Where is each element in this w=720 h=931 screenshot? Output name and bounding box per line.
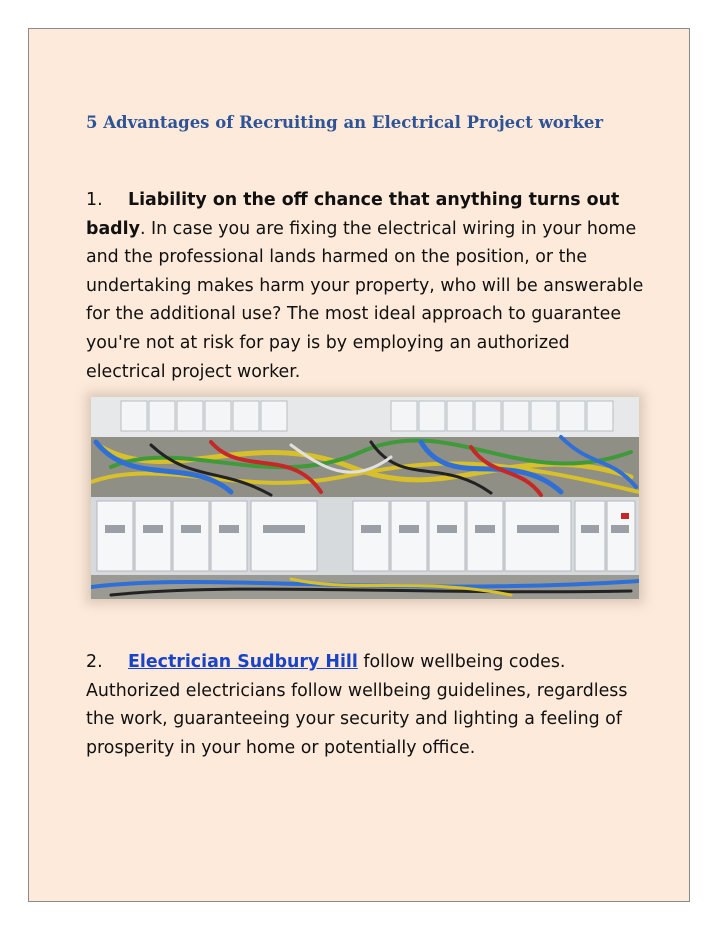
electrical-panel-photo [91,397,639,599]
point-1-number: 1. [86,190,103,210]
point-1-body: . In case you are fixing the electrical wiring in your home and the professional lands harmed on the position, or the undertaking makes harm your property, who will be answerable for the additional use? The most ideal approach to guarantee you're not at risk for pay is by employing an authorized electrical project worker. [86,218,644,382]
electrical-panel-illustration [91,397,639,599]
point-2-body: follow wellbeing codes. Authorized electricians follow wellbeing guidelines, regardless the work, guaranteeing your security and lighting a feeling of prosperity in your home or potentially office. [86,652,628,758]
electrician-sudbury-hill-link[interactable]: Electrician Sudbury Hill [128,652,358,672]
point-2-number: 2. [86,652,103,672]
point-1-paragraph [86,186,646,386]
document-title: 5 Advantages of Recruiting an Electrical Project worker [86,113,604,132]
document-page [28,28,690,902]
point-1-heading: Liability on the off chance that anything turns out badly [86,190,620,239]
point-2-paragraph [86,648,646,762]
